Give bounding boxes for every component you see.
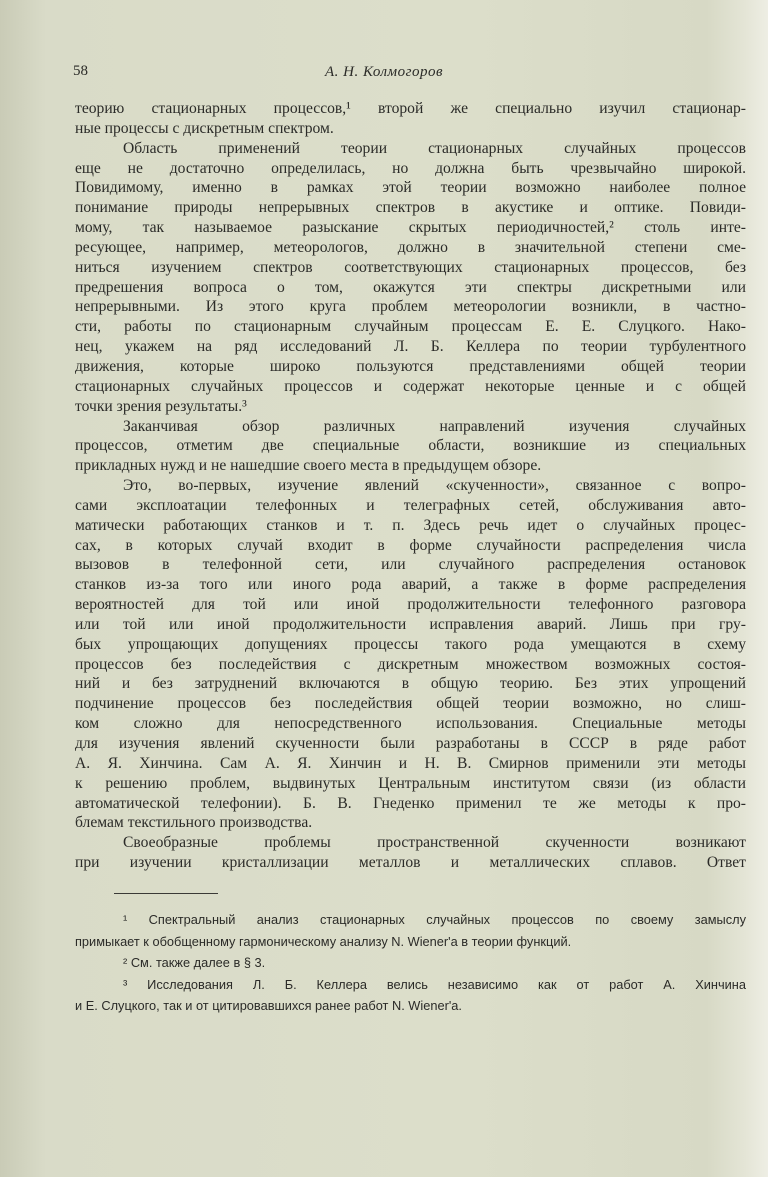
footnote-separator (114, 893, 218, 894)
text-line: Своеобразные проблемы пространственной скученности возникают (123, 834, 746, 852)
footnote-line: ³ Исследования Л. Б. Келлера велись независимо как от работ А. Хинчина (123, 976, 746, 992)
text-line: процессов, отметим две специальные области, возникшие из специальных (75, 437, 746, 455)
text-line: станков из-за того или иного рода аварий, а также в форме распределения (75, 576, 746, 594)
text-line: ком сложно для непосредственного использования. Специальные методы (75, 715, 746, 733)
footnote-line: ¹ Спектральный анализ стационарных случайных процессов по своему замыслу (123, 912, 746, 927)
text-line: или той или иной продолжительности исправления аварий. Лишь при гру- (75, 615, 746, 633)
text-line: понимание природы непрерывных спектров в акустике и оптике. Повиди- (75, 199, 746, 217)
text-line: еще не достаточно определилась, но должна быть чрезвычайно широкой. (75, 159, 746, 177)
text-line: матически работающих станков и т. п. Здесь речь идет о случайных процес- (75, 516, 746, 534)
text-line: прикладных нужд и не нашедшие своего места в предыдущем обзоре. (75, 457, 542, 475)
running-title: А. Н. Колмогоров (325, 64, 443, 80)
text-line: ний и без затруднений включаются в общую теорию. Без этих упрощений (75, 675, 746, 693)
text-line: ные процессы с дискретным спектром. (75, 119, 334, 137)
text-line: предрешения вопроса о том, окажутся эти спектры дискретными или (75, 278, 746, 296)
text-line: сти, работы по стационарным случайным процессам Е. Е. Слуцкого. Нако- (75, 318, 746, 336)
text-line: вызовов в телефонной сети, или случайного распределения остановок (75, 556, 746, 574)
text-line: мому, так называемое разыскание скрытых периодичностей,² столь инте- (75, 219, 746, 237)
text-line: точки зрения результаты.³ (75, 397, 247, 415)
footnote-line: примыкает к обобщенному гармоническому анализу N. Wiener'а в теории функций. (75, 933, 572, 949)
text-line: сами эксплоатации телефонных и телеграфных сетей, обслуживания авто- (75, 496, 746, 514)
text-line: при изучении кристаллизации металлов и металлических сплавов. Ответ (75, 854, 746, 872)
text-line: блемам текстильного производства. (75, 814, 313, 832)
text-line: Заканчивая обзор различных направлений изучения случайных (123, 417, 746, 435)
footnote-line: и Е. Слуцкого, так и от цитировавшихся ранее работ N. Wiener'а. (75, 998, 462, 1013)
text-line: Повидимому, именно в рамках этой теории возможно наиболее полное (75, 179, 746, 197)
text-line: процессов без последействия с дискретным множеством возможных состоя- (75, 655, 746, 673)
text-line: подчинение процессов без последействия общей теории возможно, но слиш- (75, 695, 746, 713)
text-line: А. Я. Хинчина. Сам А. Я. Хинчин и Н. В. Смирнов применили эти методы (75, 754, 746, 772)
text-line: вероятностей для той или иной продолжительности телефонного разговора (75, 596, 746, 614)
text-line: теорию стационарных процессов,¹ второй же специально изучил стационар- (75, 100, 746, 117)
text-line: ниться изучением спектров соответствующих стационарных процессов, без (75, 258, 746, 276)
text-line: непрерывными. Из этого круга проблем метеорологии возникли, в частно- (75, 298, 746, 316)
text-line: автоматической телефонии). Б. В. Гнеденко применил те же методы к про- (75, 794, 746, 812)
text-line: к решению проблем, выдвинутых Центральным институтом связи (из области (75, 774, 746, 792)
text-line: сах, в которых случай входит в форме случайности распределения числа (75, 536, 746, 554)
text-line: Это, во-первых, изучение явлений «скученности», связанное с вопро- (123, 477, 746, 495)
page-number: 58 (73, 63, 88, 79)
body-text (75, 99, 746, 873)
text-line: нец, укажем на ряд исследований Л. Б. Келлера по теории турбулентного (75, 338, 746, 356)
footnotes (75, 909, 746, 1017)
text-line: Область применений теории стационарных случайных процессов (123, 139, 746, 157)
text-line: стационарных случайных процессов и содержат некоторые ценные и с общей (75, 377, 746, 395)
footnote-line: ² См. также далее в § 3. (123, 955, 266, 970)
text-line: ресующее, например, метеорологов, должно в значительной степени сме- (75, 238, 746, 256)
text-line: для изучения явлений скученности были разработаны в СССР в ряде работ (75, 735, 746, 752)
text-line: бых упрощающих допущениях процессы такого рода умещаются в схему (75, 635, 746, 653)
text-line: движения, которые широко пользуются представлениями общей теории (75, 357, 746, 375)
